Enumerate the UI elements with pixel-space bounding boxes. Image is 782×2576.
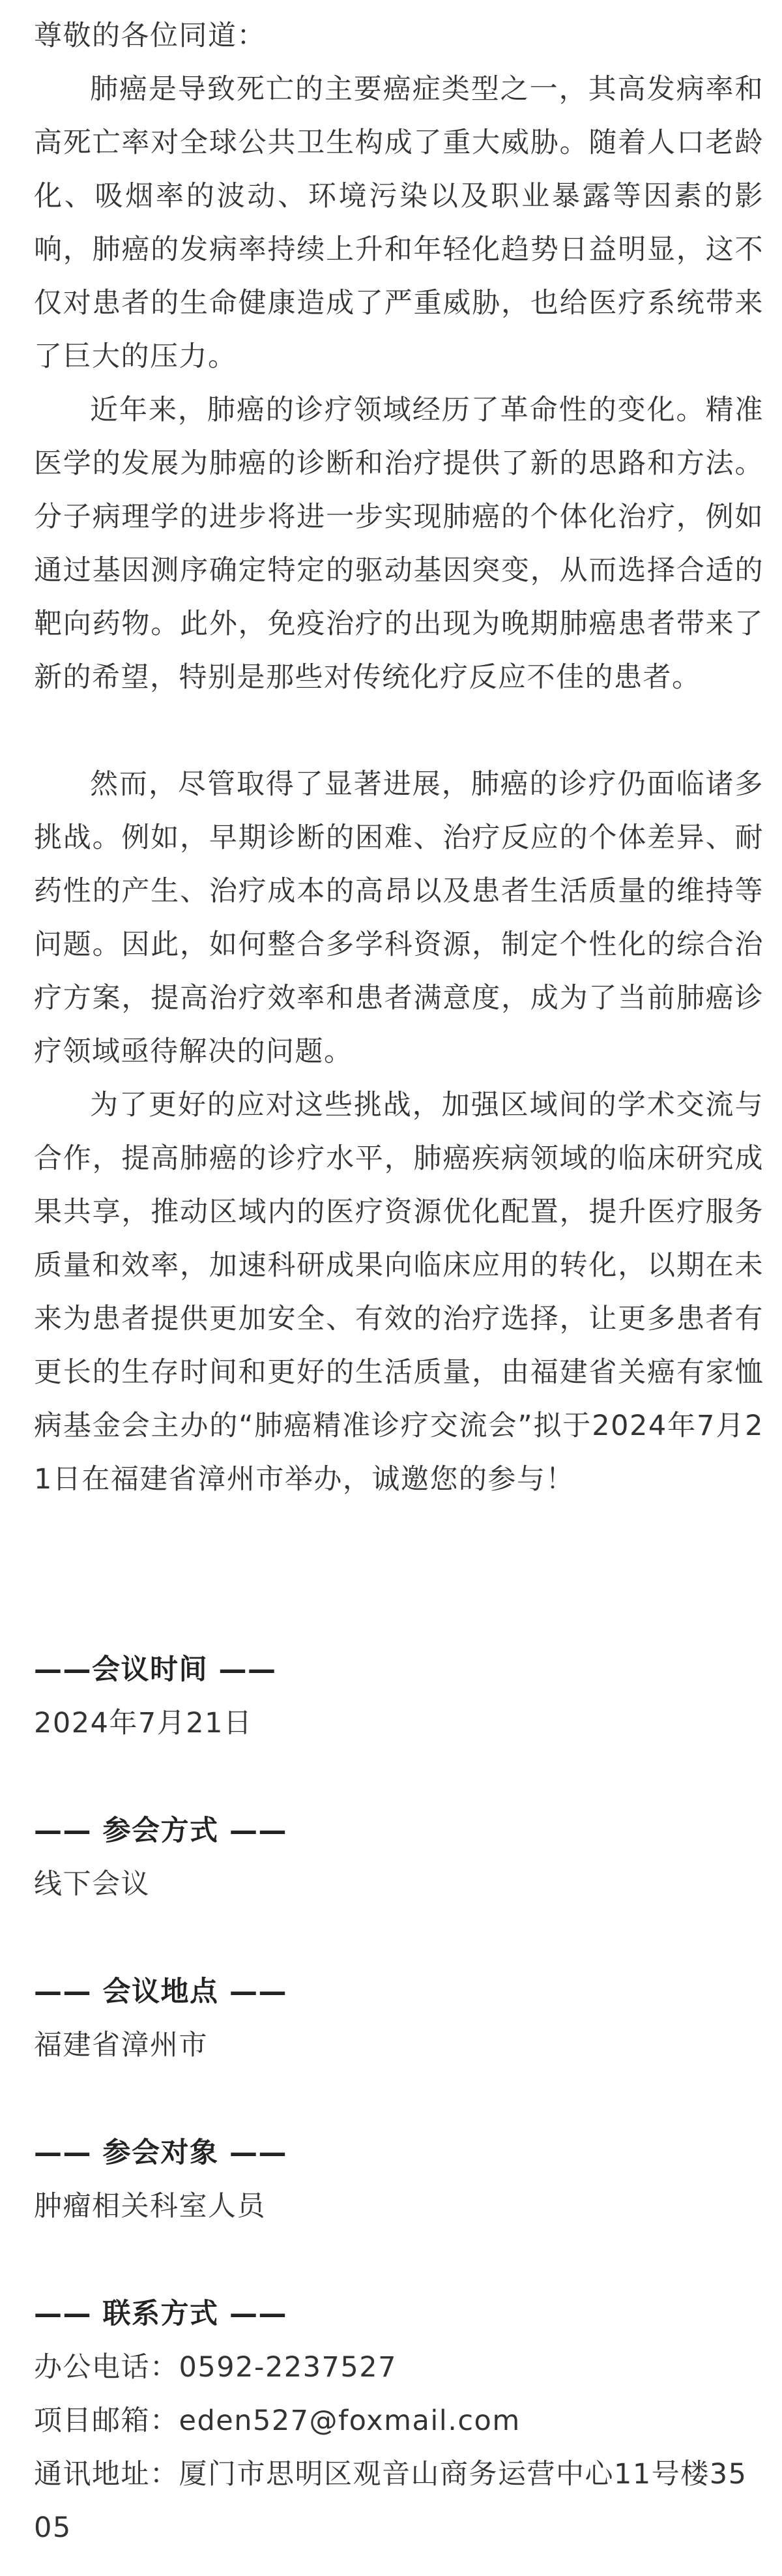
contact-heading: —— 联系方式 —— [34,2298,287,2330]
venue-heading: —— 会议地点 —— [34,1976,287,2008]
audience-value: 肿瘤相关科室人员 [34,2190,266,2223]
contact-phone: 办公电话：0592-2237527 [34,2351,397,2384]
contact-address: 通讯地址：厦门市思明区观音山商务运营中心11号楼3505 [34,2458,747,2544]
venue-value: 福建省漳州市 [34,2029,208,2062]
attendance-mode-value: 线下会议 [34,1868,150,1901]
attendance-mode-heading: —— 参会方式 —— [34,1814,287,1847]
paragraph-challenges: 然而，尽管取得了显著进展，肺癌的诊疗仍面临诸多挑战。例如，早期诊断的困难、治疗反应的个体差异、耐药性的产生、治疗成本的高昂以及患者生活质量的维持等问题。因此，如何整合多学科资源，制定个性化的综合治疗方案，提高治疗效率和患者满意度，成为了当前肺癌诊疗领域亟待解决的问题。 [34,768,764,1068]
greeting: 尊敬的各位同道： [34,20,266,52]
paragraph-background: 肺癌是导致死亡的主要癌症类型之一，其高发病率和高死亡率对全球公共卫生构成了重大威胁。随着人口老龄化、吸烟率的波动、环境污染以及职业暴露等因素的影响，肺癌的发病率持续上升和年轻化趋势日益明显，这不仅对患者的生命健康造成了严重威胁，也给医疗系统带来了巨大的压力。 [34,73,764,373]
meeting-time-heading: ——会议时间 —— [34,1653,277,1686]
meeting-time-value: 2024年7月21日 [34,1707,253,1740]
paragraph-invitation: 为了更好的应对这些挑战，加强区域间的学术交流与合作，提高肺癌的诊疗水平，肺癌疾病领域的临床研究成果共享，推动区域内的医疗资源优化配置，提升医疗服务质量和效率，加速科研成果向临床应用的转化，以期在未来为患者提供更加安全、有效的治疗选择，让更多患者有更长的生存时间和更好的生活质量，由福建省关癌有家恤病基金会主办的“肺癌精准诊疗交流会”拟于2024年7月21日在福建省漳州市举办，诚邀您的参与！ [34,1089,764,1496]
audience-heading: —— 参会对象 —— [34,2137,287,2169]
paragraph-advances: 近年来，肺癌的诊疗领域经历了革命性的变化。精准医学的发展为肺癌的诊断和治疗提供了新的思路和方法。分子病理学的进步将进一步实现肺癌的个体化治疗，例如通过基因测序确定特定的驱动基因突变，从而选择合适的靶向药物。此外，免疫治疗的出现为晚期肺癌患者带来了新的希望，特别是那些对传统化疗反应不佳的患者。 [34,394,764,694]
contact-email: 项目邮箱：eden527@foxmail.com [34,2405,521,2437]
